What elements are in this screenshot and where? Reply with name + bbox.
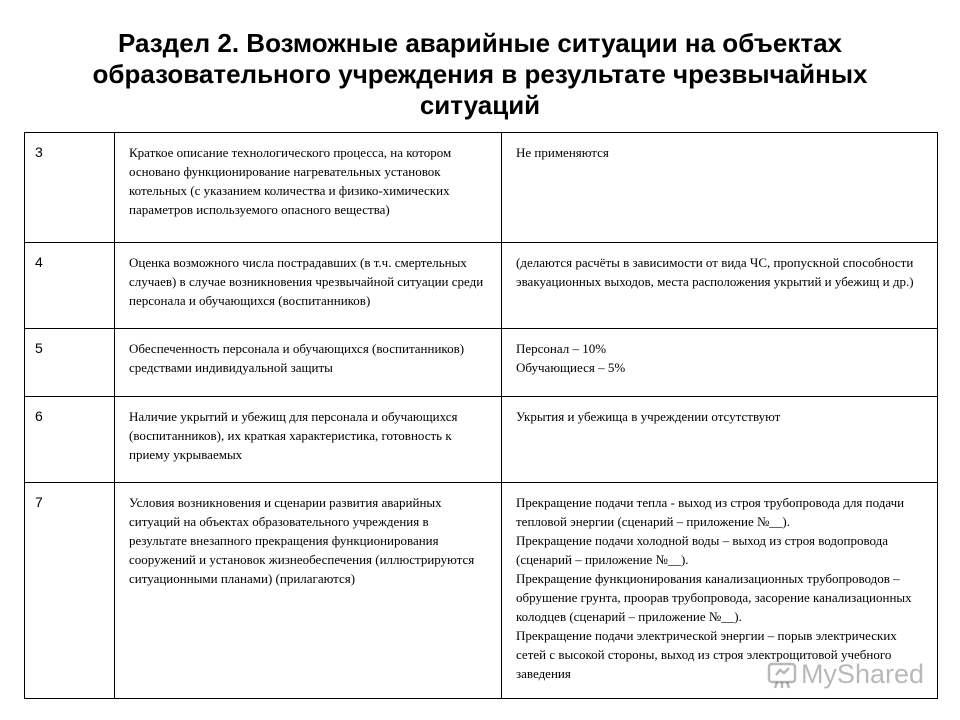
row-number: 7 — [25, 483, 115, 699]
section-title: Раздел 2. Возможные аварийные ситуации на объектах образовательного учреждения в результате чрезвычайных ситуаций — [92, 28, 868, 120]
watermark — [767, 659, 924, 690]
watermark-text: MyShared — [800, 659, 924, 689]
row-description: Условия возникновения и сценарии развития аварийных ситуаций на объектах образовательного учреждения в результате внезапного прекращения функционирования сооружений и установок жизнеобеспечения (иллюстрируются ситуационными планами) (прилагаются) — [115, 483, 502, 699]
value-line: Прекращение функционирования канализационных трубопроводов – обрушение грунта, проорав трубопровода, засорение канализационных колодцев (сценарий – приложение №__). — [516, 571, 912, 624]
row-value — [502, 133, 938, 243]
row-description: Обеспеченность персонала и обучающихся (воспитанников) средствами индивидуальной защиты — [115, 329, 502, 397]
value-line: Укрытия и убежища в учреждении отсутствуют — [516, 409, 781, 424]
value-line: (делаются расчёты в зависимости от вида ЧС, пропускной способности эвакуационных выходов, места расположения укрытий и убежищ и др.) — [516, 255, 914, 289]
row-number: 6 — [25, 397, 115, 483]
row-number: 4 — [25, 243, 115, 329]
value-line: Прекращение подачи холодной воды – выход из строя водопровода (сценарий – приложение №__). — [516, 533, 889, 567]
row-description: Оценка возможного числа пострадавших (в т.ч. смертельных случаев) в случае возникновения чрезвычайной ситуации среди персонала и обучающихся (воспитанников) — [115, 243, 502, 329]
table-row — [25, 133, 938, 243]
row-value — [502, 329, 938, 397]
value-line: Прекращение подачи электрической энергии – порыв электрических сетей с высокой стороны, выход из строя электрощитовой учебного заведения — [516, 628, 897, 681]
table-row — [25, 397, 938, 483]
row-value — [502, 243, 938, 329]
row-value — [502, 397, 938, 483]
row-number: 5 — [25, 329, 115, 397]
table-row — [25, 329, 938, 397]
value-line: Персонал – 10% — [516, 341, 607, 356]
emergency-table — [24, 132, 938, 699]
slides-logo-icon — [767, 660, 797, 690]
value-line: Прекращение подачи тепла - выход из строя трубопровода для подачи тепловой энергии (сценарий – приложение №__). — [516, 495, 905, 529]
value-line: Не применяются — [516, 145, 609, 160]
table-row — [25, 243, 938, 329]
row-description: Наличие укрытий и убежищ для персонала и обучающихся (воспитанников), их краткая характеристика, готовность к приему укрываемых — [115, 397, 502, 483]
row-description: Краткое описание технологического процесса, на котором основано функционирование нагревательных установок котельных (с указанием количества и физико-химических параметров используемого опасного вещества) — [115, 133, 502, 243]
value-line: Обучающиеся – 5% — [516, 360, 626, 375]
row-number: 3 — [25, 133, 115, 243]
